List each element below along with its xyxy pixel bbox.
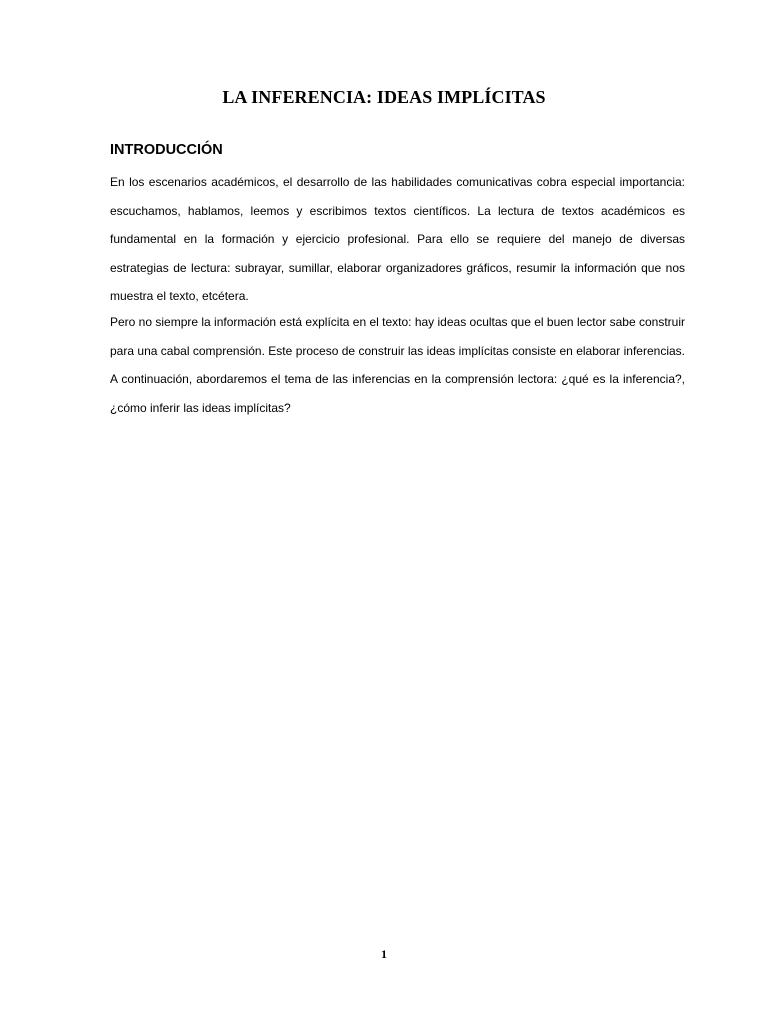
body-paragraph-1: En los escenarios académicos, el desarrollo de las habilidades comunicativas cobra especial importancia: escuchamos, hablamos, leemos y escribimos textos científicos. La lectura de textos académicos es fundamental en la formación y ejercicio profesional. Para ello se requiere del manejo de diversas estrategias de lectura: subrayar, sumillar, elaborar organizadores gráficos, resumir la información que nos muestra el texto, etcétera. — [110, 175, 685, 303]
document-title: LA INFERENCIA: IDEAS IMPLÍCITAS — [222, 87, 546, 107]
body-paragraph-2: Pero no siempre la información está explícita en el texto: hay ideas ocultas que el buen lector sabe construir para una cabal comprensión. Este proceso de construir las ideas implícitas consiste en elaborar inferencias. A continuación, abordaremos el tema de las inferencias en la comprensión lectora: ¿qué es la inferencia?, ¿cómo inferir las ideas implícitas? — [110, 315, 685, 415]
page-number: 1 — [381, 947, 387, 961]
section-heading-introduccion: INTRODUCCIÓN — [110, 142, 223, 158]
